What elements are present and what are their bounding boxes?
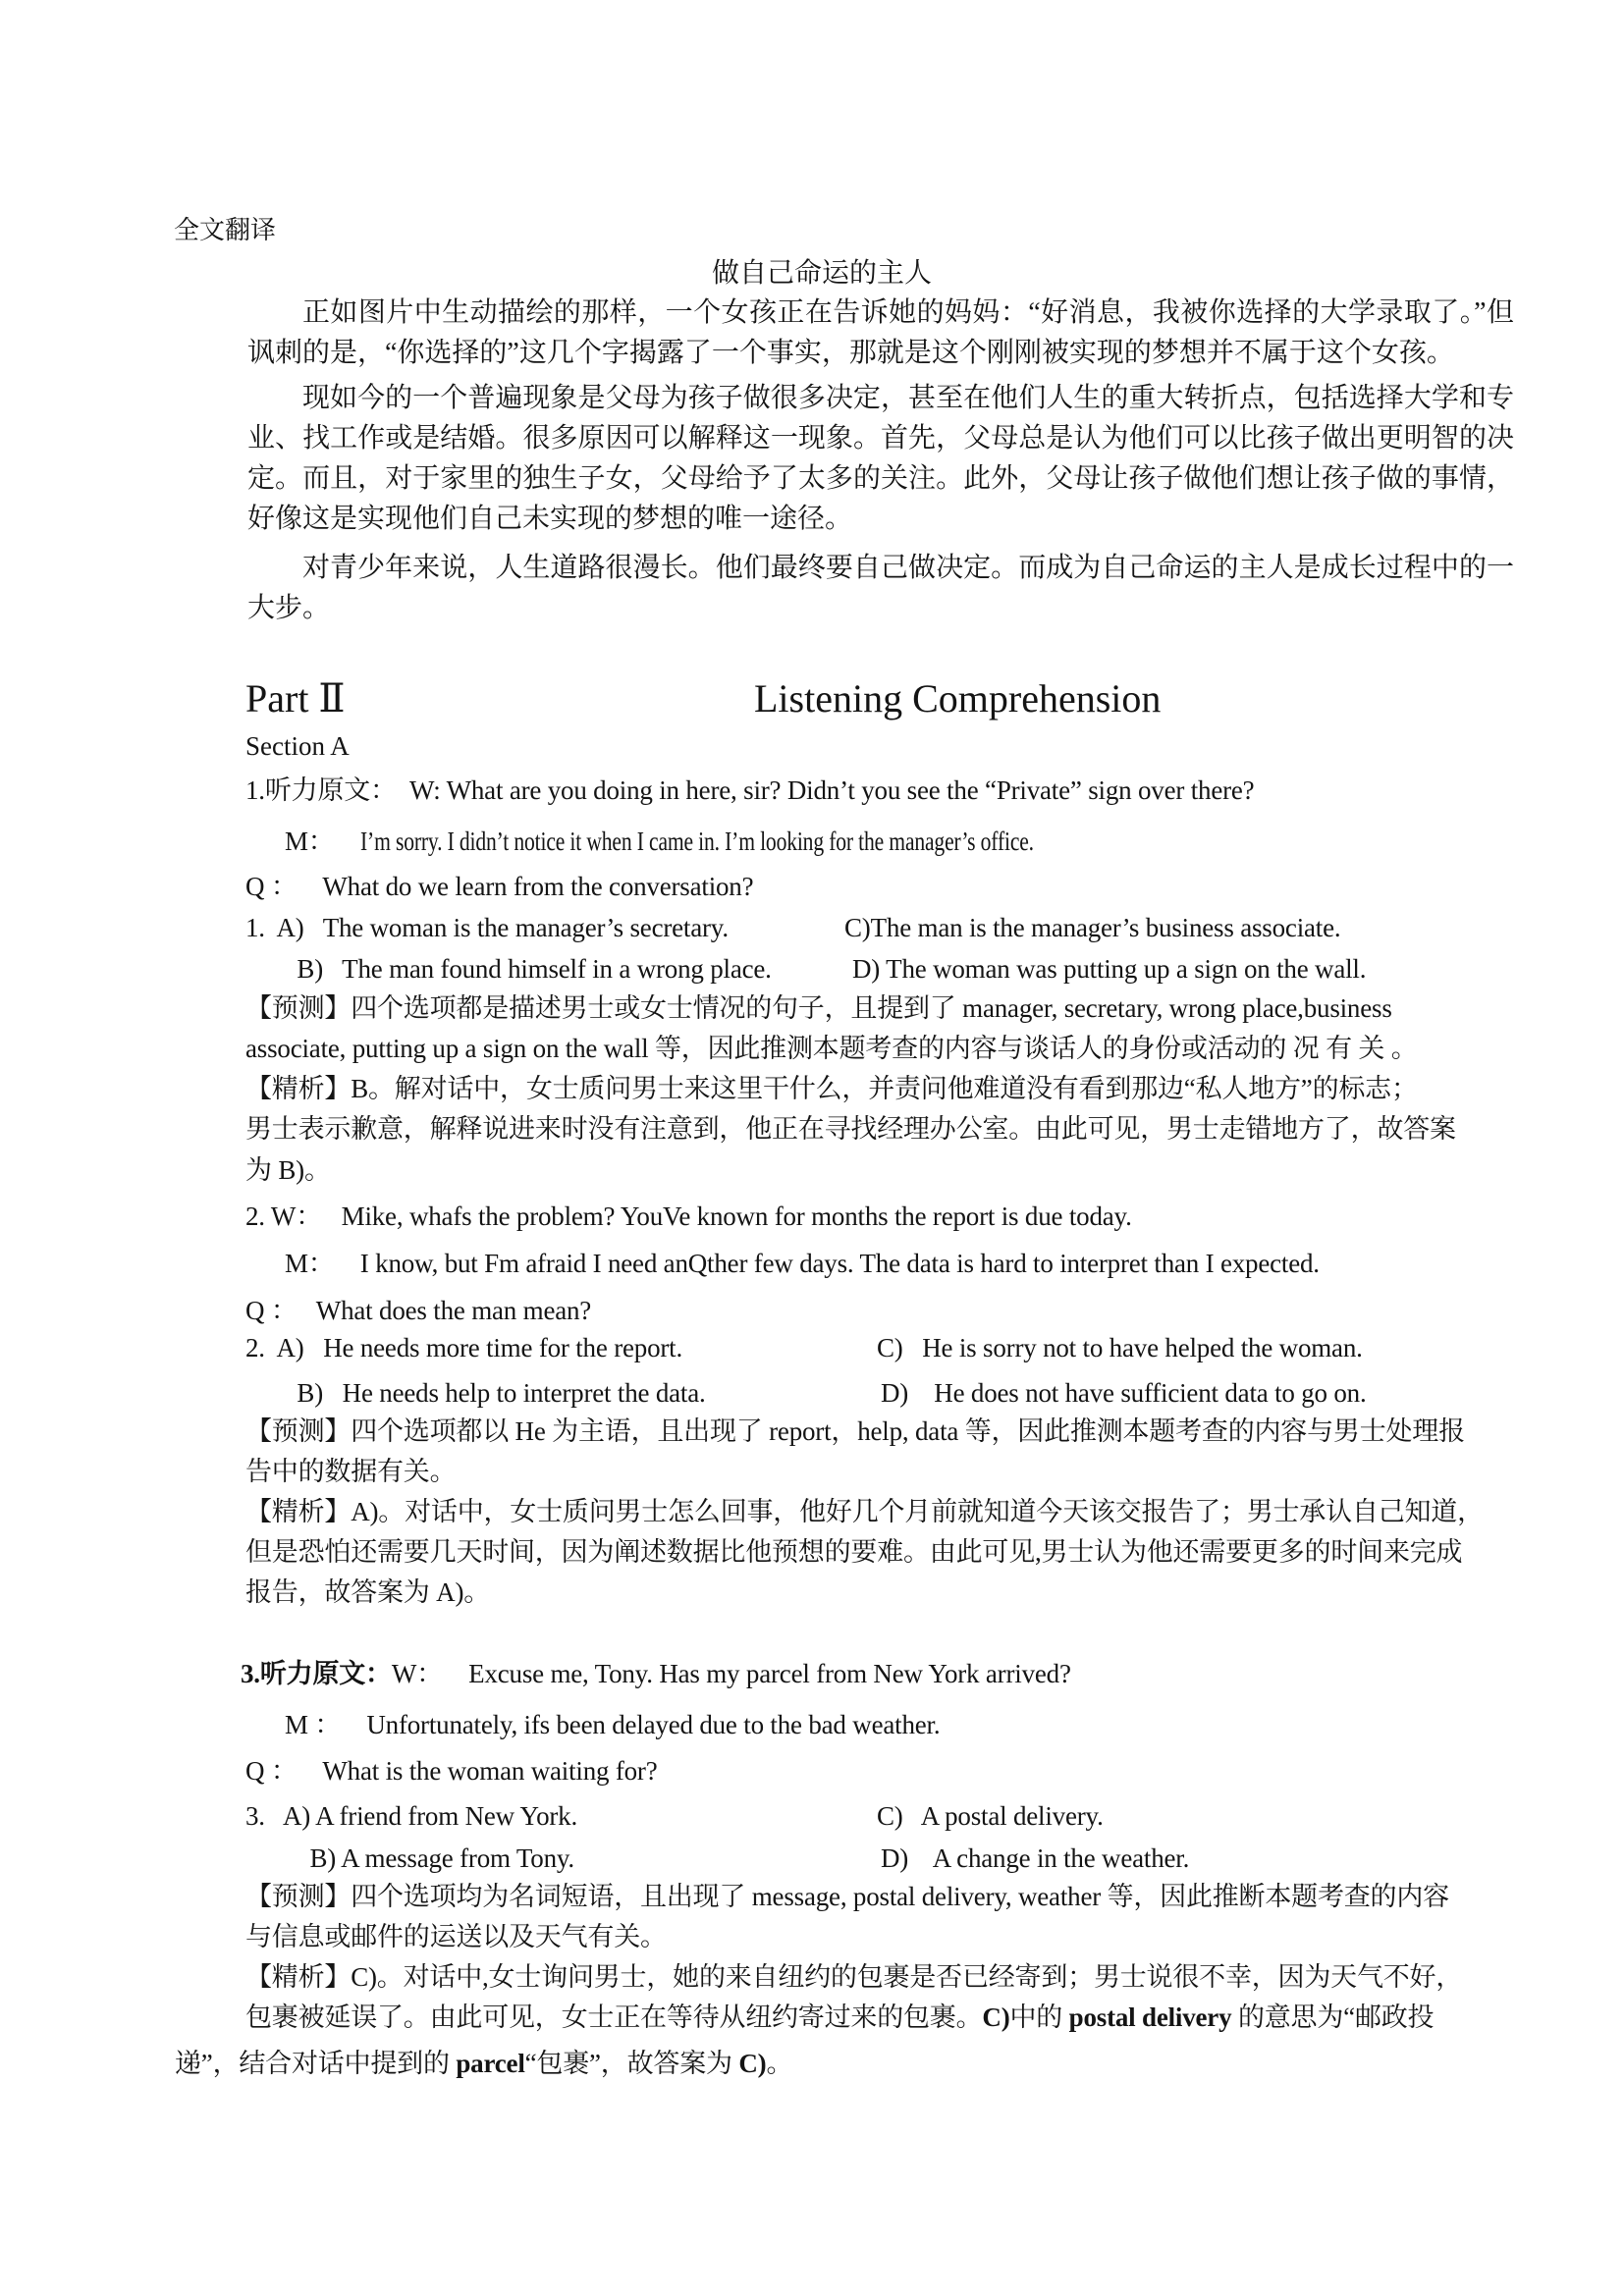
q3-options-row-1 <box>245 1799 1624 1834</box>
q3-analysis-line-2-text: 包裹被延误了。由此可见，女士正在等待从纽约寄过来的包裹。 <box>245 2002 983 2032</box>
q1-option-d: D) The woman was putting up a sign on the wall. <box>852 954 1367 984</box>
q1-option-a: 1. A) The woman is the manager’s secretary. <box>245 913 729 942</box>
q3-analysis-line-3 <box>175 2047 792 2081</box>
q2-question-line: Q ： What does the man mean? <box>245 1296 592 1325</box>
q3-analysis-line-2 <box>245 2001 1434 2035</box>
q3-options-row-2 <box>245 1842 1624 1876</box>
part2-heading: Listening Comprehension <box>754 676 1162 721</box>
q1-question-line: Q ： What do we learn from the conversation? <box>245 872 754 901</box>
q3-option-a: 3. A) A friend from New York. <box>245 1801 578 1831</box>
translation-paragraph-2: 现如今的一个普遍现象是父母为孩子做很多决定，甚至在他们人生的重大转折点，包括选择大学和专业、找工作或是结婚。很多原因可以解释这一现象。首先，父母总是认为他们可以比孩子做出更明智的决定。而且，对于家里的独生子女，父母给予了太多的关注。此外，父母让孩子做他们想让孩子做的事情，好像这是实现他们自己未实现的梦想的唯一途径。 <box>247 383 1514 534</box>
q1-man-label: M： <box>285 827 335 856</box>
q3-prediction-line-2: 与信息或邮件的运送以及天气有关。 <box>245 1922 667 1951</box>
translation-paragraph-3: 对青少年来说，人生道路很漫长。他们最终要自己做决定。而成为自己命运的主人是成长过程中的一大步。 <box>247 553 1514 623</box>
q1-analysis-line-3: 为 B)。 <box>245 1155 331 1185</box>
q3-analysis-line-1: 【精析】C)。对话中,女士询问男士，她的来自纽约的包裹是否已经寄到；男士说很不幸，因为天气不好， <box>245 1962 1463 1992</box>
q3-script-line <box>241 1657 1071 1691</box>
q3-question-line: Q ： What is the woman waiting for? <box>245 1756 658 1786</box>
q3-analysis-line-2-text-2: 中的 <box>1009 2002 1069 2032</box>
q2-analysis-line-1: 【精析】A)。对话中，女士质问男士怎么回事，他好几个月前就知道今天该交报告了；男士承认自己知道， <box>245 1497 1484 1526</box>
q3-analysis-final-answer: C) <box>738 2049 767 2078</box>
q1-man-text: I’m sorry. I didn’t notice it when I came in. I’m looking for the manager’s office. <box>359 827 1034 856</box>
q2-script-line: 2. W： Mike, whafs the problem? YouVe known for months the report is due today. <box>245 1201 1132 1231</box>
q2-analysis-line-3: 报告，故答案为 A)。 <box>245 1577 491 1607</box>
q3-man-line: M ： Unfortunately, ifs been delayed due to the bad weather. <box>285 1710 941 1739</box>
q1-prediction-line-1: 【预测】四个选项都是描述男士或女士情况的句子，且提到了 manager, secretary, wrong place,business <box>245 993 1392 1023</box>
q2-option-d: D) He does not have sufficient data to go on. <box>881 1378 1367 1408</box>
q1-script-line: 1.听力原文： W: What are you doing in here, sir? Didn’t you see the “Private” sign over there? <box>245 775 1255 805</box>
part2-label: Part Ⅱ <box>245 676 346 721</box>
q3-analysis-keyword-parcel: parcel <box>456 2049 525 2078</box>
q3-analysis-line-3-text-2: “包裹”，故答案为 <box>524 2049 739 2078</box>
q3-analysis-answer-ref: C) <box>982 2002 1010 2032</box>
q1-options-row-1 <box>245 911 1624 945</box>
q1-analysis-line-1: 【精析】B。解对话中，女士质问男士来这里干什么，并责问他难道没有看到那边“私人地方”的标志； <box>245 1074 1418 1103</box>
q1-man-line <box>285 825 1202 859</box>
q3-script-text: W： Excuse me, Tony. Has my parcel from New York arrived? <box>391 1659 1071 1688</box>
q2-option-c: C) He is sorry not to have helped the woman. <box>877 1333 1363 1362</box>
q2-option-a: 2. A) He needs more time for the report. <box>245 1333 683 1362</box>
q3-option-d: D) A change in the weather. <box>881 1843 1190 1873</box>
q1-prediction-line-2: associate, putting up a sign on the wall 等，因此推测本题考查的内容与谈话人的身份或活动的 况 有 关 。 <box>245 1034 1418 1063</box>
q3-analysis-line-3-text: 递”，结合对话中提到的 <box>175 2049 457 2078</box>
q3-option-c: C) A postal delivery. <box>877 1801 1104 1831</box>
translation-paragraph-1: 正如图片中生动描绘的那样，一个女孩正在告诉她的妈妈：“好消息，我被你选择的大学录取了。”但讽刺的是，“你选择的”这几个字揭露了一个事实，那就是这个刚刚被实现的梦想并不属于这个女孩。 <box>247 297 1514 368</box>
q3-script-label: 3.听力原文： <box>241 1659 392 1688</box>
translation-label: 全文翻译 <box>174 216 277 244</box>
q3-analysis-line-2-text-3: 的意思为“邮政投 <box>1231 2002 1435 2032</box>
q1-option-c: C)The man is the manager’s business associate. <box>844 913 1341 942</box>
q2-prediction-line-2: 告中的数据有关。 <box>245 1457 457 1486</box>
q2-analysis-line-2: 但是恐怕还需要几天时间，因为阐述数据比他预想的要难。由此可见,男士认为他还需要更多的时间来完成 <box>245 1537 1463 1567</box>
q1-options-row-2 <box>245 952 1624 987</box>
q2-option-b: B) He needs help to interpret the data. <box>245 1378 706 1408</box>
q2-man-line: M： I know, but Fm afraid I need anQther few days. The data is hard to interpret than I expected. <box>285 1249 1320 1278</box>
q2-options-row-2 <box>245 1376 1624 1411</box>
q3-option-b: B) A message from Tony. <box>245 1843 574 1873</box>
translation-title: 做自己命运的主人 <box>711 258 932 289</box>
q1-option-b: B) The man found himself in a wrong place. <box>245 954 772 984</box>
q1-analysis-line-2: 男士表示歉意，解释说进来时没有注意到，他正在寻找经理办公室。由此可见，男士走错地方了，故答案 <box>245 1114 1456 1144</box>
q3-analysis-line-3-period: 。 <box>766 2049 793 2078</box>
q3-analysis-keyword-postal-delivery: postal delivery <box>1068 2002 1232 2032</box>
q2-prediction-line-1: 【预测】四个选项都以 He 为主语，且出现了 report，help, data 等，因此推测本题考查的内容与男士处理报 <box>245 1416 1465 1446</box>
section-a-label: Section A <box>245 731 350 761</box>
q3-prediction-line-1: 【预测】四个选项均为名词短语，且出现了 message, postal delivery, weather 等，因此推断本题考查的内容 <box>245 1882 1449 1911</box>
translation-paragraphs <box>247 293 1514 628</box>
q2-options-row-1 <box>245 1331 1624 1365</box>
